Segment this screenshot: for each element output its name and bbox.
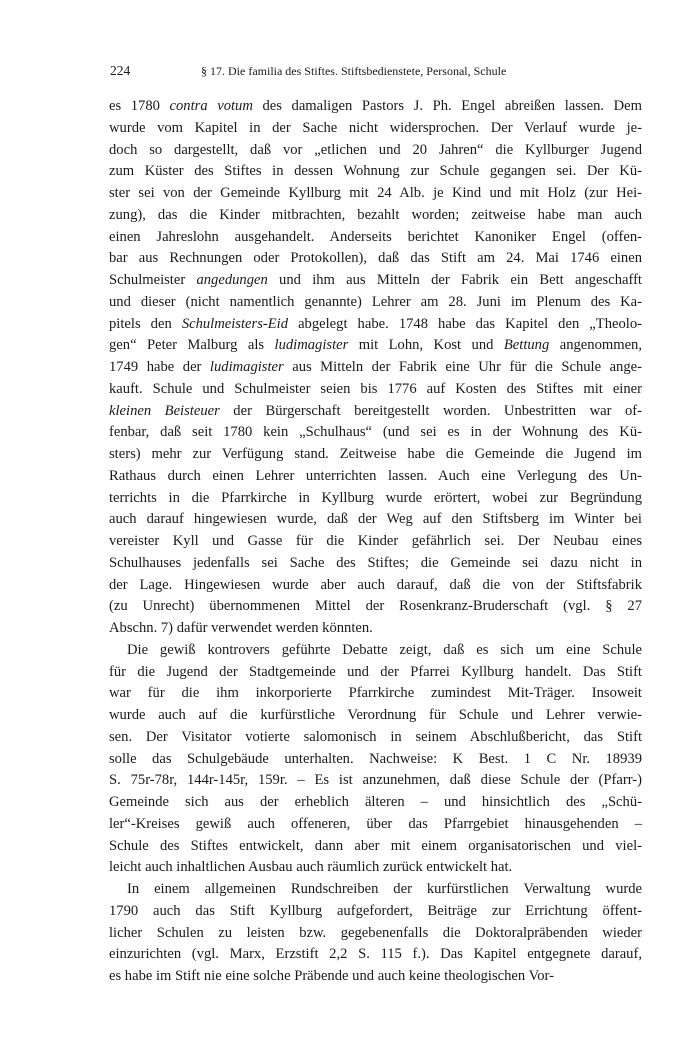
text-line — [109, 857, 642, 879]
text-line — [109, 96, 642, 118]
text-line — [109, 509, 642, 531]
text-run: für die Jugend der Stadtgemeinde und der Pfarrei Kyllburg handelt. Das Stift — [109, 663, 642, 680]
text-line — [109, 727, 642, 749]
italic-term: ludimagister — [209, 359, 284, 375]
text-run: Die gewiß kontrovers geführte Debatte zeigt, daß es sich um eine Schule — [127, 641, 642, 658]
text-line — [109, 553, 642, 575]
text-run: Schule des Stiftes entwickelt, dann aber mit einem organisatorischen und viel- — [109, 837, 642, 854]
text-run: angenommen, — [549, 337, 642, 354]
text-line — [109, 836, 642, 858]
text-line — [109, 901, 642, 923]
text-run: 1790 auch das Stift Kyllburg aufgefordert, Beiträge zur Errichtung öffent- — [109, 902, 642, 919]
text-run: In einem allgemeinen Rundschreiben der kurfürstlichen Verwaltung wurde — [127, 881, 642, 897]
text-run: leicht auch inhaltlichen Ausbau auch räumlich zurück entwickelt hat. — [109, 859, 513, 876]
text-run: Abschn. 7) dafür verwendet werden könnten. — [109, 620, 373, 636]
text-run: auch darauf hingewiesen wurde, daß der Weg auf den Stiftsberg im Winter bei — [109, 511, 642, 528]
text-line — [109, 662, 642, 684]
text-run: einzurichten (vgl. Marx, Erzstift 2,2 S. 115 f.). Das Kapitel entgegnete darauf, — [109, 946, 642, 963]
italic-term: ludimagister — [274, 337, 349, 354]
text-line — [109, 401, 642, 423]
running-title: § 17. Die familia des Stiftes. Stiftsbedienstete, Personal, Schule — [201, 64, 507, 78]
text-run: sters) mehr zur Verfügung stand. Zeitweise habe die Gemeinde die Jugend im — [109, 446, 642, 462]
text-run: (zu Unrecht) übernommenen Mittel der Rosenkranz-Bruderschaft (vgl. § 27 — [109, 598, 642, 615]
text-line — [109, 140, 642, 162]
text-run: kauft. Schule und Schulmeister seien bis 1776 auf Kosten des Stiftes mit einer — [109, 380, 642, 397]
page-number: 224 — [110, 63, 131, 78]
text-run: es 1780 — [109, 98, 170, 114]
text-run: bar aus Rechnungen oder Protokollen), daß das Stift am 24. Mai 1746 einen — [109, 250, 642, 267]
text-line — [109, 792, 642, 814]
italic-term: contra votum — [169, 98, 253, 114]
running-header — [110, 61, 638, 81]
text-line — [109, 531, 642, 553]
italic-term: kleinen Beisteuer — [109, 402, 220, 419]
text-run: licher Schulen zu leisten bzw. gegebenenfalls die Doktoralpräbenden wieder — [109, 924, 642, 941]
text-run: aus Mitteln der Fabrik eine Uhr für die Schule ange- — [283, 359, 642, 375]
text-run: zum Küster des Stiftes in dessen Wohnung zur Schule gegangen sei. Der Kü- — [109, 163, 642, 180]
text-line — [109, 749, 642, 771]
text-line — [109, 466, 642, 488]
text-line — [109, 966, 642, 988]
text-run: pitels den — [109, 315, 182, 332]
italic-term: Schulmeisters-Eid — [181, 315, 289, 332]
text-line — [109, 814, 642, 836]
text-line — [109, 314, 642, 336]
text-line — [109, 444, 642, 466]
text-line — [109, 292, 642, 314]
text-run: wurde vom Kapitel in der Sache nicht widersprochen. Der Verlauf wurde je- — [109, 119, 642, 136]
text-run: gen“ Peter Malburg als — [109, 337, 275, 354]
italic-term: Bettung — [503, 337, 550, 354]
italic-term: angedungen — [196, 272, 268, 288]
text-line — [109, 357, 642, 379]
text-line — [109, 683, 642, 705]
text-run: 1749 habe der — [109, 359, 210, 375]
text-line — [109, 488, 642, 510]
text-run: ler“-Kreises gewiß auch offeneren, über das Pfarrgebiet hinausgehenden – — [109, 815, 642, 832]
text-line — [109, 944, 642, 966]
text-line — [109, 923, 642, 945]
text-run: abgelegt habe. 1748 habe das Kapitel den „Theolo- — [288, 315, 642, 332]
text-run: des damaligen Pastors J. Ph. Engel abreißen lassen. Dem — [252, 98, 642, 114]
text-line — [109, 596, 642, 618]
text-run: Schulhauses jedenfalls sei Sache des Stiftes; die Gemeinde sei dazu nicht in — [109, 554, 642, 571]
text-line — [109, 879, 642, 901]
text-run: und dieser (nicht namentlich genannte) Lehrer am 28. Juni im Plenum des Ka- — [109, 293, 642, 310]
text-line — [109, 770, 642, 792]
text-line — [109, 379, 642, 401]
text-run: fenbar, daß seit 1780 kein „Schulhaus“ (und sei es in der Wohnung des Kü- — [109, 424, 642, 441]
text-line — [109, 270, 642, 292]
text-line — [109, 161, 642, 183]
body-text — [109, 96, 642, 988]
text-run: es habe im Stift nie eine solche Präbende und auch keine theologischen Vor- — [109, 968, 554, 984]
text-run: ster sei von der Gemeinde Kyllburg mit 24 Alb. je Kind und mit Holz (zur Hei- — [109, 185, 642, 201]
text-run: Rathaus durch einen Lehrer unterrichten lassen. Auch eine Verlegung des Un- — [109, 467, 642, 484]
text-run: der Lage. Hingewiesen wurde aber auch darauf, daß die von der Stiftsfabrik — [109, 576, 642, 593]
text-line — [109, 118, 642, 140]
text-run: sen. Der Visitator votierte salomonisch in seinem Abschlußbericht, das Stift — [109, 728, 642, 745]
text-line — [109, 205, 642, 227]
text-line — [109, 640, 642, 662]
text-run: Gemeinde sich aus der erheblich älteren – und hinsichtlich des „Schü- — [109, 794, 642, 810]
text-line — [109, 575, 642, 597]
text-line — [109, 705, 642, 727]
text-run: einen Jahreslohn ausgehandelt. Anderseits berichtet Kanoniker Engel (offen- — [109, 228, 642, 245]
text-run: zung), das die Kinder mitbrachten, bezahlt worden; zeitweise habe man auch — [109, 206, 642, 223]
text-run: terrichts in die Pfarrkirche in Kyllburg wurde erörtert, wobei zur Begründung — [109, 489, 642, 506]
text-run: doch so dargestellt, daß vor „etlichen und 20 Jahren“ die Kyllburger Jugend — [109, 141, 642, 158]
text-run: vereister Kyll und Gasse für die Kinder gefährlich sei. Der Neubau eines — [109, 533, 642, 549]
text-run: war für die ihm inkorporierte Pfarrkirche zumindest Mit-Träger. Insoweit — [109, 685, 642, 702]
text-run: der Bürgerschaft bereitgestellt worden. Unbestritten war of- — [219, 402, 642, 419]
text-line — [109, 183, 642, 205]
text-run: mit Lohn, Kost und — [348, 337, 504, 354]
text-run: Schulmeister — [109, 272, 197, 288]
text-run: wurde auch auf die kurfürstliche Verordnung für Schule und Lehrer verwie- — [109, 707, 642, 723]
text-run: solle das Schulgebäude unterhalten. Nachweise: K Best. 1 C Nr. 18939 — [109, 750, 642, 767]
text-line — [109, 227, 642, 249]
text-line — [109, 422, 642, 444]
text-run: und ihm aus Mitteln der Fabrik ein Bett angeschafft — [267, 272, 642, 288]
text-line — [109, 335, 642, 357]
text-line — [109, 618, 642, 640]
text-line — [109, 248, 642, 270]
text-run: S. 75r-78r, 144r-145r, 159r. – Es ist anzunehmen, daß diese Schule der (Pfarr-) — [109, 772, 642, 789]
